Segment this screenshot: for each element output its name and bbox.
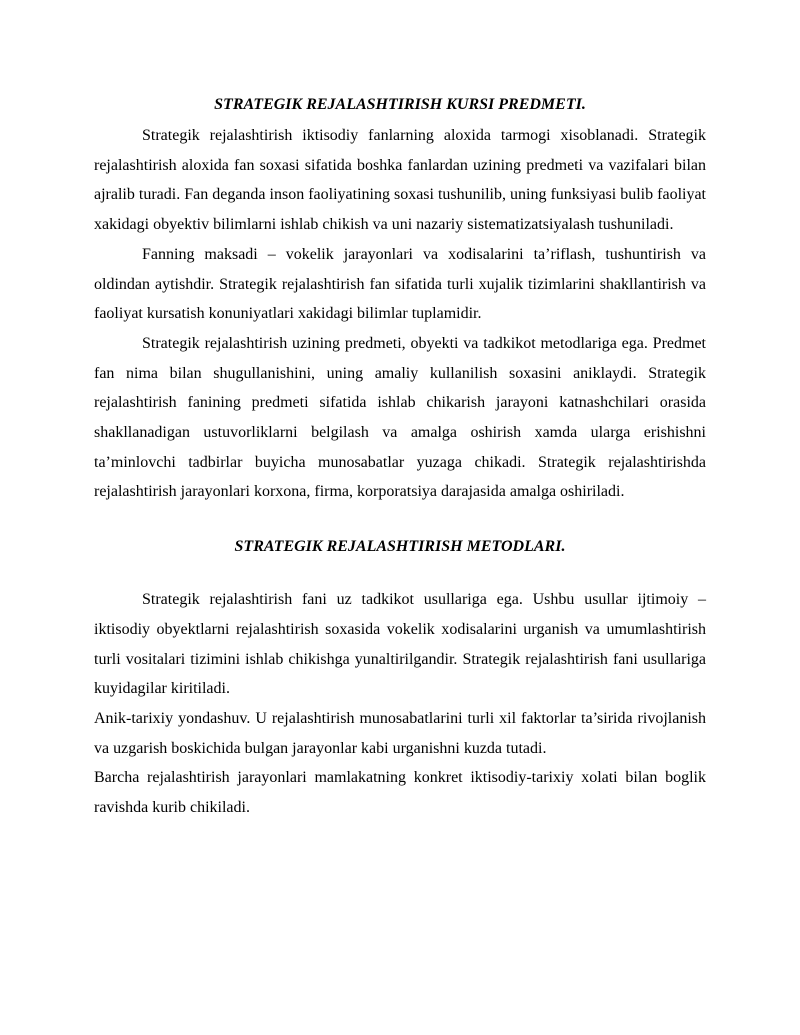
section-heading-metodlar: STRATEGIK REJALASHTIRISH METODLARI.	[234, 538, 566, 556]
paragraph-methods: Strategik rejalashtirish fani uz tadkikot usullariga ega. Ushbu usullar ijtimoiy – iktisodiy obyektlarni rejalashtirish soxasida vokelik xodisalarini urganish va umumlashtirish turli vositalari tizimini ishlab chikishga yunaltirilgandir. Strategik rejalashtirish fani usullariga kuyidagilar kiritiladi.	[94, 591, 706, 698]
paragraph-subject: Strategik rejalashtirish uzining predmeti, obyekti va tadkikot metodlariga ega. Predmet fan nima bilan shugullanishini, uning amaliy kullanilish soxasini aniklaydi. Strategik rejalashtirish fanining predmeti sifatida ishlab chikarish jarayoni katnashchilari orasida shakllanadigan ustuvorliklarni belgilash va amalga oshirish xamda ularga erishishni ta’minlovchi tadbirlar buyicha munosabatlar yuzaga chikadi. Strategik rejalashtirishda rejalashtirish jarayonlari korxona, firma, korporatsiya darajasida amalga oshiriladi.	[94, 334, 706, 501]
section-heading-predmet: STRATEGIK REJALASHTIRISH KURSI PREDMETI.	[214, 96, 586, 113]
document-page	[94, 91, 706, 823]
paragraph-historical-approach: Anik-tarixiy yondashuv. U rejalashtirish munosabatlarini turli xil faktorlar ta’sirida rivojlanish va uzgarish boskichida bulgan jarayonlar kabi urganishni kuzda tutadi.	[94, 709, 706, 757]
paragraph-processes: Barcha rejalashtirish jarayonlari mamlakatning konkret iktisodiy-tarixiy xolati bilan boglik ravishda kurib chikiladi.	[94, 769, 706, 817]
paragraph-definition: Strategik rejalashtirish iktisodiy fanlarning aloxida tarmogi xisoblanadi. Strategik rejalashtirish aloxida fan soxasi sifatida boshka fanlardan uzining predmeti va vazifalari bilan ajralib turadi. Fan deganda inson faoliyatining soxasi tushunilib, uning funksiyasi bulib faoliyat xakidagi obyektiv bilimlarni ishlab chikish va uni nazariy sistematizatsiyalash tushuniladi.	[94, 127, 706, 234]
paragraph-goal: Fanning maksadi – vokelik jarayonlari va xodisalarini ta’riflash, tushuntirish va oldindan aytishdir. Strategik rejalashtirish fan sifatida turli xujalik tizimlarini shakllantirish va faoliyat kursatish konuniyatlari xakidagi bilimlar tuplamidir.	[94, 245, 706, 323]
